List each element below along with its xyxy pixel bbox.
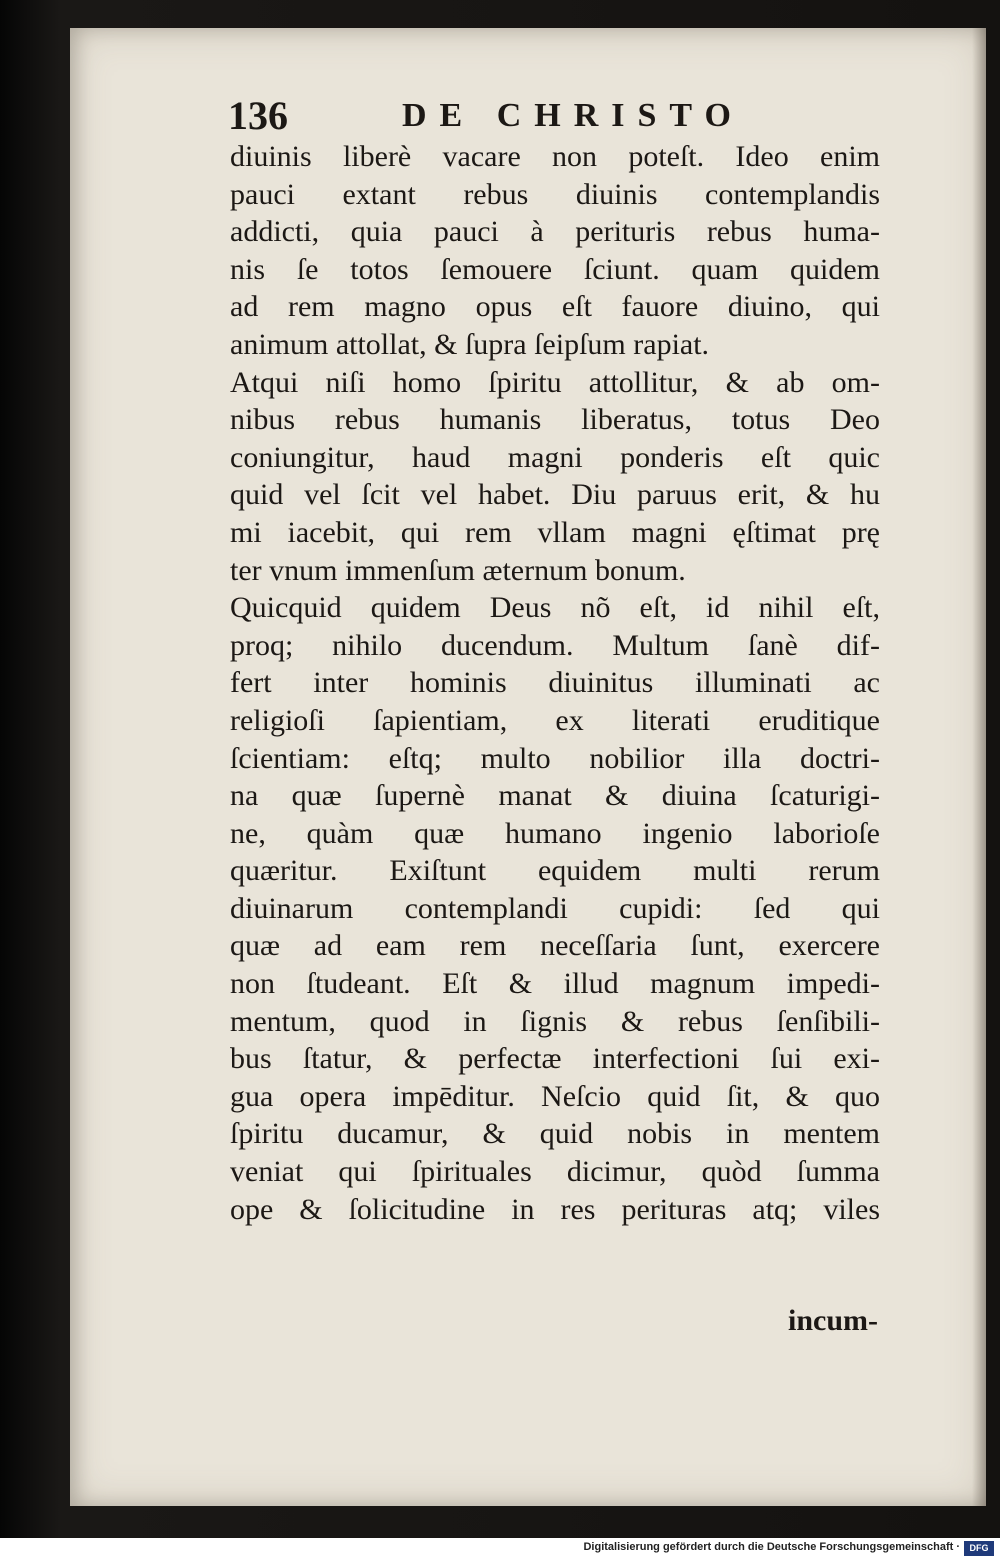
text-line: quæritur. Exiſtunt equidem multi rerum — [230, 854, 880, 888]
text-line: mi iacebit, qui rem vllam magni ęſtimat prę — [230, 515, 880, 549]
text-line: bus ſtatur, & perfectæ interfectioni ſui exi- — [230, 1042, 880, 1076]
text-line: addicti, quia pauci à perituris rebus huma- — [230, 215, 880, 249]
text-line: proq; nihilo ducendum. Multum ſanè dif- — [230, 628, 880, 662]
credit-bar — [0, 1538, 1000, 1560]
text-line: mentum, quod in ſignis & rebus ſenſibili- — [230, 1004, 880, 1038]
text-line: fert inter hominis diuinitus illuminati ac — [230, 666, 880, 700]
body-text — [230, 138, 880, 1228]
text-line: ſpiritu ducamur, & quid nobis in mentem — [230, 1117, 880, 1151]
running-head: DE CHRISTO — [402, 97, 744, 134]
text-line: diuinis liberè vacare non poteſt. Ideo enim — [230, 140, 880, 173]
text-line: quæ ad eam rem neceſſaria ſunt, exercere — [230, 929, 880, 963]
text-line: ne, quàm quæ humano ingenio laborioſe — [230, 816, 880, 850]
text-line: ope & ſolicitudine in res perituras atq; viles — [230, 1192, 880, 1226]
text-line: non ſtudeant. Eſt & illud magnum impedi- — [230, 967, 880, 1001]
text-line: animum attollat, & ſupra ſeipſum rapiat. — [230, 327, 710, 361]
text-line: diuinarum contemplandi cupidi: ſed qui — [230, 891, 880, 925]
page-edge-shadow — [972, 28, 986, 1506]
funding-credit: Digitalisierung gefördert durch die Deutsche Forschungsgemeinschaft · — [583, 1541, 960, 1553]
text-line: Quicquid quidem Deus nõ eſt, id nihil eſt, — [230, 591, 880, 625]
text-line: veniat qui ſpirituales dicimur, quòd ſumma — [230, 1155, 880, 1189]
text-line: Atqui niſi homo ſpiritu attollitur, & ab om- — [230, 365, 880, 399]
text-line: ter vnum immenſum æternum bonum. — [230, 553, 686, 587]
text-line: nibus rebus humanis liberatus, totus Deo — [230, 403, 880, 437]
text-line: pauci extant rebus diuinis contemplandis — [230, 177, 880, 211]
text-line: ſcientiam: eſtq; multo nobilior illa doctri- — [230, 741, 880, 775]
text-line: na quæ ſupernè manat & diuina ſcaturigi- — [230, 779, 880, 813]
text-line: gua opera impēditur. Neſcio quid ſit, & quo — [230, 1079, 880, 1113]
text-line: nis ſe totos ſemouere ſciunt. quam quidem — [230, 252, 880, 286]
page-number: 136 — [228, 93, 288, 138]
text-line: quid vel ſcit vel habet. Diu paruus erit, & hu — [230, 478, 880, 512]
page-header — [228, 92, 788, 140]
text-line: ad rem magno opus eſt fauore diuino, qui — [230, 290, 880, 324]
text-line: religioſi ſapientiam, ex literati eruditique — [230, 703, 880, 737]
text-line: coniungitur, haud magni ponderis eſt quic — [230, 440, 880, 474]
dfg-logo-icon: DFG — [964, 1541, 994, 1556]
catchword: incum- — [788, 1304, 878, 1337]
